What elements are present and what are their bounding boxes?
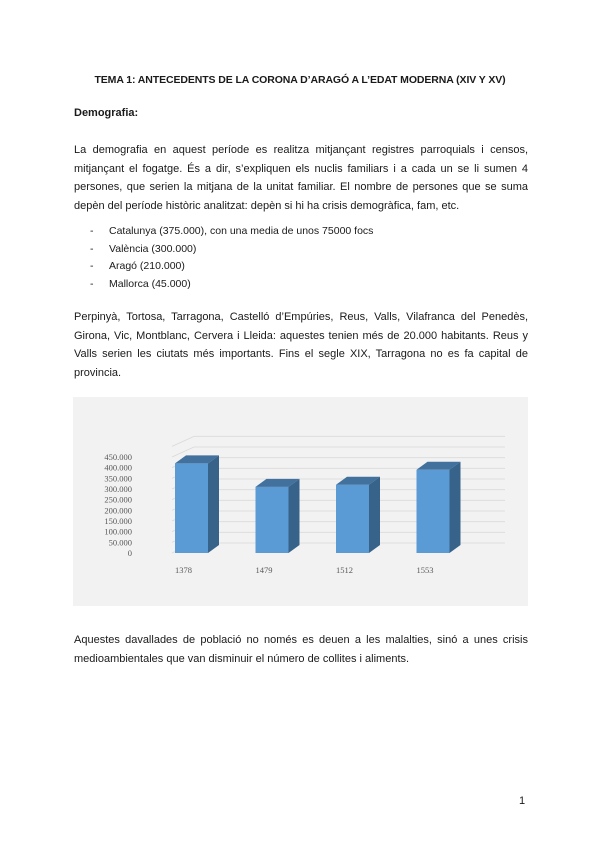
y-tick-label: 50.000	[108, 537, 132, 548]
chart-canvas	[73, 397, 528, 606]
grid-diagonal	[172, 436, 194, 446]
bar-side	[289, 479, 300, 553]
document-title: TEMA 1: ANTECEDENTS DE LA CORONA D’ARAGÓ A L’EDAT MODERNA (XIV Y XV)	[94, 74, 506, 86]
y-tick-label: 350.000	[104, 473, 132, 484]
y-tick-label: 0	[127, 548, 132, 558]
y-tick-label: 250.000	[104, 494, 132, 505]
list-bullet: -	[90, 225, 94, 237]
population-list	[90, 223, 373, 293]
section-heading: Demografia:	[74, 107, 139, 119]
y-tick-label: 150.000	[104, 516, 132, 526]
x-tick-label: 1479	[255, 565, 273, 575]
y-tick-label: 450.000	[104, 452, 132, 462]
y-tick-label: 300.000	[104, 484, 132, 494]
bar-side	[208, 455, 219, 553]
paragraph-demography: La demografia en aquest període es realitza mitjançant registres parroquials i censos, mitjançant el fogatge. És a dir, s’expliquen els nuclis familiars i a cada un se li sumen 4 persones, que serien la mitjana de la unitat familiar. El nombre de persones que se suma depèn del període històric analitzat: depèn si hi ha crisis demogràfica, fam, etc.	[74, 144, 528, 212]
list-bullet: -	[90, 277, 94, 290]
x-tick-label: 1512	[336, 565, 353, 575]
list-item-text: València (300.000)	[109, 242, 197, 255]
bar-front	[256, 487, 289, 553]
x-tick-label: 1553	[416, 565, 434, 575]
population-chart	[73, 397, 528, 606]
list-item	[90, 223, 373, 241]
paragraph-cities: Perpinyà, Tortosa, Tarragona, Castelló d’Empúries, Reus, Valls, Vilafranca del Penedès, Girona, Vic, Montblanc, Cervera i Lleida: aquestes tenien més de 20.000 habitants. Reus y Valls serien les ciutats més importants. Fins el segle XIX, Tarragona no es fa capital de provincia.	[74, 311, 528, 379]
list-bullet: -	[90, 260, 94, 272]
list-item	[90, 258, 373, 276]
bar-side	[369, 477, 380, 553]
list-item	[90, 241, 373, 259]
page-number: 1	[519, 795, 526, 807]
list-item-text: Aragó (210.000)	[109, 260, 185, 272]
bar-front	[175, 463, 208, 553]
paragraph-decline: Aquestes davallades de població no només es deuen a les malalties, sinó a unes crisis medioambientales que van disminuir el número de collites i aliments.	[74, 634, 528, 665]
x-tick-label: 1378	[175, 565, 192, 575]
bar-front	[336, 485, 369, 553]
y-tick-label: 200.000	[104, 505, 132, 516]
bar-front	[417, 470, 450, 553]
list-bullet: -	[90, 242, 94, 255]
list-item-text: Catalunya (375.000), con una media de unos 75000 focs	[109, 225, 374, 237]
list-item-text: Mallorca (45.000)	[109, 277, 191, 290]
list-item	[90, 276, 373, 294]
y-tick-label: 400.000	[104, 462, 132, 473]
bar-side	[450, 462, 461, 553]
y-tick-label: 100.000	[104, 526, 132, 537]
